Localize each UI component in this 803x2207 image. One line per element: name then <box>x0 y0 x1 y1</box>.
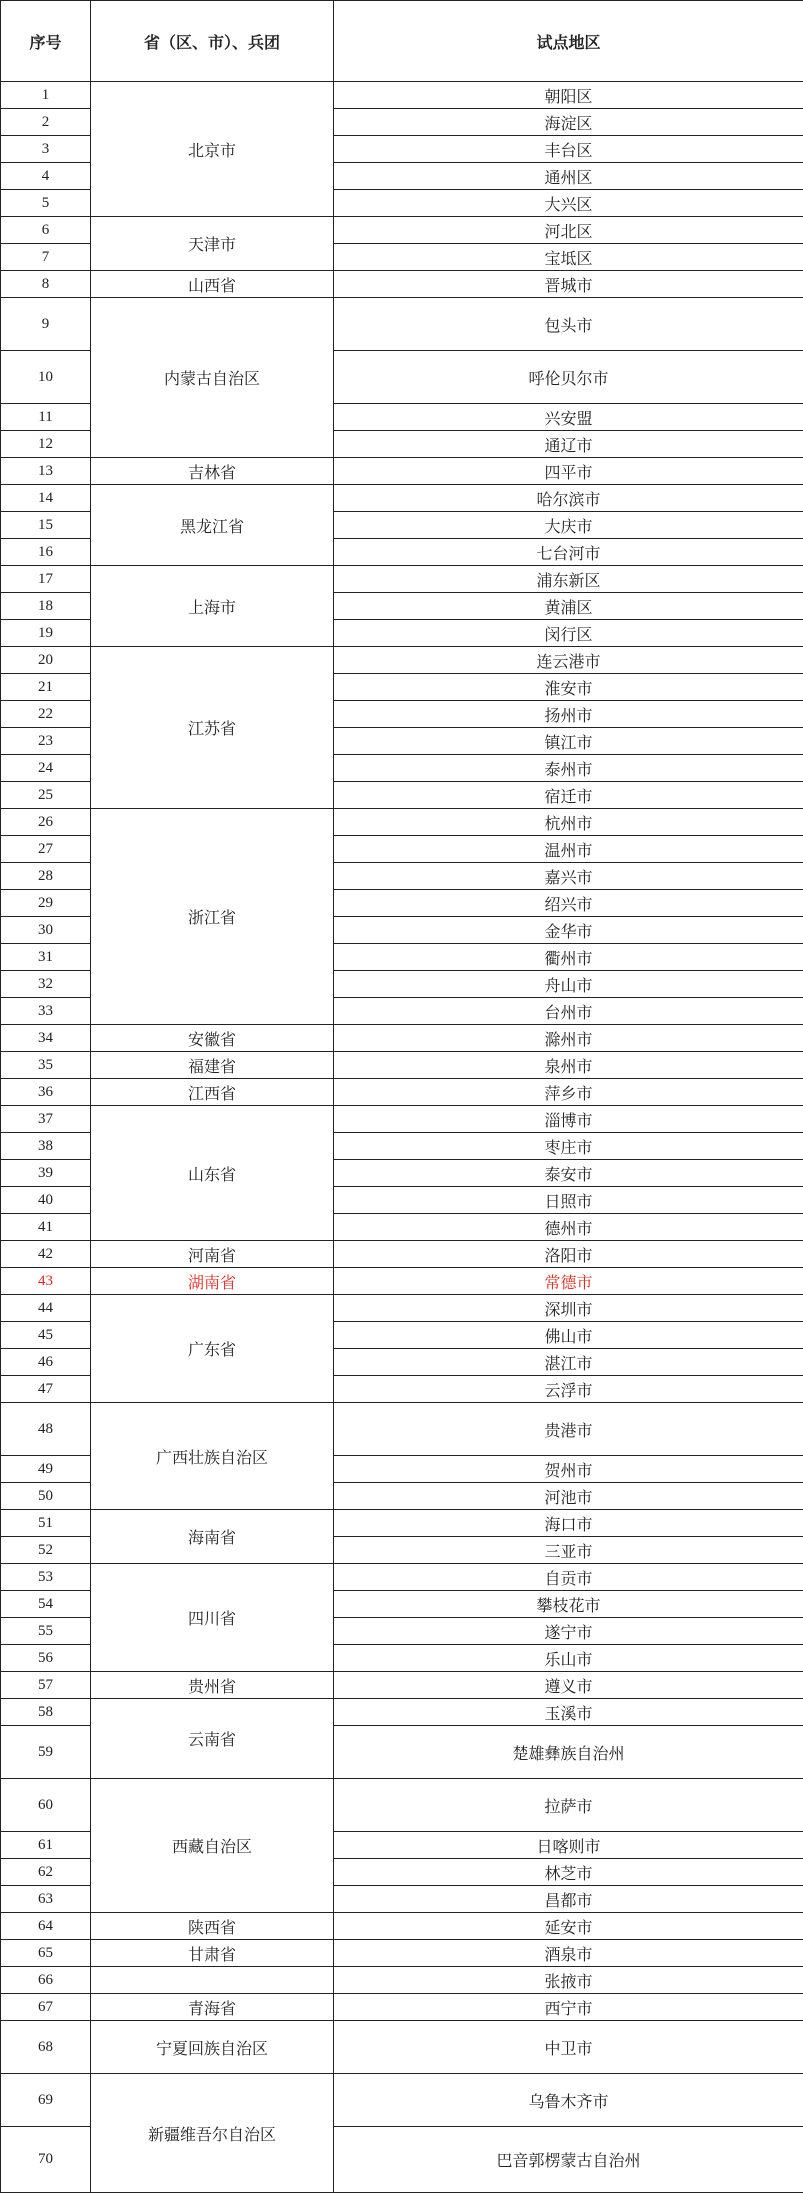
row-index: 11 <box>1 404 91 431</box>
city-cell: 呼伦贝尔市 <box>334 351 803 404</box>
table-body <box>1 82 803 2193</box>
row-index: 28 <box>1 863 91 890</box>
city-cell: 佛山市 <box>334 1322 803 1349</box>
table-row <box>1 217 803 244</box>
city-cell: 河北区 <box>334 217 803 244</box>
city-cell: 宝坻区 <box>334 244 803 271</box>
row-index: 65 <box>1 1940 91 1967</box>
city-cell: 闵行区 <box>334 620 803 647</box>
row-index: 32 <box>1 971 91 998</box>
row-index: 16 <box>1 539 91 566</box>
city-cell: 绍兴市 <box>334 890 803 917</box>
table-row <box>1 298 803 351</box>
row-index: 36 <box>1 1079 91 1106</box>
row-index: 8 <box>1 271 91 298</box>
city-cell: 德州市 <box>334 1214 803 1241</box>
row-index: 39 <box>1 1160 91 1187</box>
row-index: 38 <box>1 1133 91 1160</box>
city-cell: 大庆市 <box>334 512 803 539</box>
province-cell <box>91 1967 334 1994</box>
row-index: 1 <box>1 82 91 109</box>
row-index: 58 <box>1 1699 91 1726</box>
city-cell: 海淀区 <box>334 109 803 136</box>
row-index: 31 <box>1 944 91 971</box>
city-cell: 浦东新区 <box>334 566 803 593</box>
city-cell: 攀枝花市 <box>334 1591 803 1618</box>
row-index: 27 <box>1 836 91 863</box>
province-cell: 陕西省 <box>91 1913 334 1940</box>
province-cell: 宁夏回族自治区 <box>91 2021 334 2074</box>
header-province: 省（区、市）、兵团 <box>91 1 334 82</box>
row-index: 25 <box>1 782 91 809</box>
province-cell: 湖南省 <box>91 1268 334 1295</box>
province-cell: 广西壮族自治区 <box>91 1403 334 1510</box>
row-index: 43 <box>1 1268 91 1295</box>
city-cell: 中卫市 <box>334 2021 803 2074</box>
province-cell: 天津市 <box>91 217 334 271</box>
city-cell: 嘉兴市 <box>334 863 803 890</box>
city-cell: 哈尔滨市 <box>334 485 803 512</box>
row-index: 12 <box>1 431 91 458</box>
city-cell: 洛阳市 <box>334 1241 803 1268</box>
city-cell: 自贡市 <box>334 1564 803 1591</box>
row-index: 67 <box>1 1994 91 2021</box>
city-cell: 乐山市 <box>334 1645 803 1672</box>
table-row <box>1 271 803 298</box>
city-cell: 舟山市 <box>334 971 803 998</box>
table-row <box>1 1967 803 1994</box>
row-index: 54 <box>1 1591 91 1618</box>
province-cell: 西藏自治区 <box>91 1779 334 1913</box>
row-index: 64 <box>1 1913 91 1940</box>
row-index: 15 <box>1 512 91 539</box>
city-cell: 枣庄市 <box>334 1133 803 1160</box>
province-cell: 黑龙江省 <box>91 485 334 566</box>
row-index: 3 <box>1 136 91 163</box>
province-cell: 安徽省 <box>91 1025 334 1052</box>
city-cell: 贵港市 <box>334 1403 803 1456</box>
row-index: 17 <box>1 566 91 593</box>
province-cell: 江苏省 <box>91 647 334 809</box>
row-index: 2 <box>1 109 91 136</box>
city-cell: 乌鲁木齐市 <box>334 2074 803 2127</box>
city-cell: 海口市 <box>334 1510 803 1537</box>
row-index: 59 <box>1 1726 91 1779</box>
table-row <box>1 2074 803 2127</box>
city-cell: 萍乡市 <box>334 1079 803 1106</box>
province-cell: 福建省 <box>91 1052 334 1079</box>
city-cell: 杭州市 <box>334 809 803 836</box>
city-cell: 通辽市 <box>334 431 803 458</box>
city-cell: 黄浦区 <box>334 593 803 620</box>
table-row <box>1 647 803 674</box>
table-row <box>1 82 803 109</box>
province-cell: 四川省 <box>91 1564 334 1672</box>
row-index: 19 <box>1 620 91 647</box>
table-row <box>1 1699 803 1726</box>
table-row <box>1 1025 803 1052</box>
city-cell: 巴音郭楞蒙古自治州 <box>334 2127 803 2193</box>
city-cell: 湛江市 <box>334 1349 803 1376</box>
city-cell: 西宁市 <box>334 1994 803 2021</box>
table-row <box>1 458 803 485</box>
row-index: 62 <box>1 1859 91 1886</box>
table-row <box>1 2021 803 2074</box>
province-cell: 青海省 <box>91 1994 334 2021</box>
province-cell: 河南省 <box>91 1241 334 1268</box>
table-row <box>1 1913 803 1940</box>
row-index: 53 <box>1 1564 91 1591</box>
table-row <box>1 1052 803 1079</box>
row-index: 22 <box>1 701 91 728</box>
province-cell: 山西省 <box>91 271 334 298</box>
province-cell: 新疆维吾尔自治区 <box>91 2074 334 2193</box>
city-cell: 扬州市 <box>334 701 803 728</box>
row-index: 23 <box>1 728 91 755</box>
province-cell: 广东省 <box>91 1295 334 1403</box>
city-cell: 张掖市 <box>334 1967 803 1994</box>
row-index: 4 <box>1 163 91 190</box>
province-cell: 云南省 <box>91 1699 334 1779</box>
table-row <box>1 566 803 593</box>
row-index: 24 <box>1 755 91 782</box>
table-row <box>1 1779 803 1832</box>
city-cell: 延安市 <box>334 1913 803 1940</box>
city-cell: 连云港市 <box>334 647 803 674</box>
row-index: 9 <box>1 298 91 351</box>
table-row <box>1 1295 803 1322</box>
province-cell: 海南省 <box>91 1510 334 1564</box>
row-index: 10 <box>1 351 91 404</box>
row-index: 47 <box>1 1376 91 1403</box>
row-index: 63 <box>1 1886 91 1913</box>
city-cell: 林芝市 <box>334 1859 803 1886</box>
row-index: 66 <box>1 1967 91 1994</box>
row-index: 18 <box>1 593 91 620</box>
city-cell: 贺州市 <box>334 1456 803 1483</box>
table-row <box>1 1241 803 1268</box>
province-cell: 上海市 <box>91 566 334 647</box>
row-index: 13 <box>1 458 91 485</box>
row-index: 37 <box>1 1106 91 1133</box>
city-cell: 兴安盟 <box>334 404 803 431</box>
row-index: 69 <box>1 2074 91 2127</box>
city-cell: 拉萨市 <box>334 1779 803 1832</box>
row-index: 21 <box>1 674 91 701</box>
table-row <box>1 1079 803 1106</box>
row-index: 33 <box>1 998 91 1025</box>
row-index: 6 <box>1 217 91 244</box>
row-index: 34 <box>1 1025 91 1052</box>
city-cell: 日喀则市 <box>334 1832 803 1859</box>
row-index: 40 <box>1 1187 91 1214</box>
row-index: 29 <box>1 890 91 917</box>
city-cell: 淄博市 <box>334 1106 803 1133</box>
row-index: 49 <box>1 1456 91 1483</box>
city-cell: 温州市 <box>334 836 803 863</box>
province-cell: 吉林省 <box>91 458 334 485</box>
city-cell: 金华市 <box>334 917 803 944</box>
city-cell: 泰州市 <box>334 755 803 782</box>
city-cell: 玉溪市 <box>334 1699 803 1726</box>
province-cell: 浙江省 <box>91 809 334 1025</box>
city-cell: 七台河市 <box>334 539 803 566</box>
row-index: 50 <box>1 1483 91 1510</box>
table-row <box>1 485 803 512</box>
table-row <box>1 1564 803 1591</box>
header-row <box>1 1 803 82</box>
row-index: 60 <box>1 1779 91 1832</box>
row-index: 70 <box>1 2127 91 2193</box>
province-cell: 甘肃省 <box>91 1940 334 1967</box>
city-cell: 包头市 <box>334 298 803 351</box>
table-row <box>1 1268 803 1295</box>
city-cell: 朝阳区 <box>334 82 803 109</box>
province-cell: 内蒙古自治区 <box>91 298 334 458</box>
table-row <box>1 1994 803 2021</box>
row-index: 7 <box>1 244 91 271</box>
city-cell: 昌都市 <box>334 1886 803 1913</box>
city-cell: 遵义市 <box>334 1672 803 1699</box>
city-cell: 日照市 <box>334 1187 803 1214</box>
row-index: 45 <box>1 1322 91 1349</box>
row-index: 56 <box>1 1645 91 1672</box>
row-index: 61 <box>1 1832 91 1859</box>
row-index: 41 <box>1 1214 91 1241</box>
row-index: 14 <box>1 485 91 512</box>
city-cell: 台州市 <box>334 998 803 1025</box>
city-cell: 丰台区 <box>334 136 803 163</box>
city-cell: 遂宁市 <box>334 1618 803 1645</box>
city-cell: 酒泉市 <box>334 1940 803 1967</box>
city-cell: 衢州市 <box>334 944 803 971</box>
row-index: 68 <box>1 2021 91 2074</box>
city-cell: 楚雄彝族自治州 <box>334 1726 803 1779</box>
city-cell: 四平市 <box>334 458 803 485</box>
city-cell: 淮安市 <box>334 674 803 701</box>
province-cell: 江西省 <box>91 1079 334 1106</box>
table-row <box>1 809 803 836</box>
city-cell: 镇江市 <box>334 728 803 755</box>
table-row <box>1 1403 803 1456</box>
row-index: 20 <box>1 647 91 674</box>
city-cell: 河池市 <box>334 1483 803 1510</box>
city-cell: 滁州市 <box>334 1025 803 1052</box>
city-cell: 深圳市 <box>334 1295 803 1322</box>
header-index: 序号 <box>1 1 91 82</box>
row-index: 42 <box>1 1241 91 1268</box>
city-cell: 常德市 <box>334 1268 803 1295</box>
city-cell: 宿迁市 <box>334 782 803 809</box>
city-cell: 大兴区 <box>334 190 803 217</box>
city-cell: 泉州市 <box>334 1052 803 1079</box>
row-index: 51 <box>1 1510 91 1537</box>
table-row <box>1 1672 803 1699</box>
row-index: 46 <box>1 1349 91 1376</box>
row-index: 35 <box>1 1052 91 1079</box>
city-cell: 三亚市 <box>334 1537 803 1564</box>
row-index: 57 <box>1 1672 91 1699</box>
province-cell: 贵州省 <box>91 1672 334 1699</box>
row-index: 5 <box>1 190 91 217</box>
province-cell: 山东省 <box>91 1106 334 1241</box>
city-cell: 云浮市 <box>334 1376 803 1403</box>
row-index: 26 <box>1 809 91 836</box>
row-index: 30 <box>1 917 91 944</box>
city-cell: 晋城市 <box>334 271 803 298</box>
table-row <box>1 1510 803 1537</box>
header-city: 试点地区 <box>334 1 803 82</box>
row-index: 48 <box>1 1403 91 1456</box>
city-cell: 泰安市 <box>334 1160 803 1187</box>
table-row <box>1 1940 803 1967</box>
row-index: 55 <box>1 1618 91 1645</box>
row-index: 52 <box>1 1537 91 1564</box>
table-row <box>1 1106 803 1133</box>
city-cell: 通州区 <box>334 163 803 190</box>
province-cell: 北京市 <box>91 82 334 217</box>
row-index: 44 <box>1 1295 91 1322</box>
